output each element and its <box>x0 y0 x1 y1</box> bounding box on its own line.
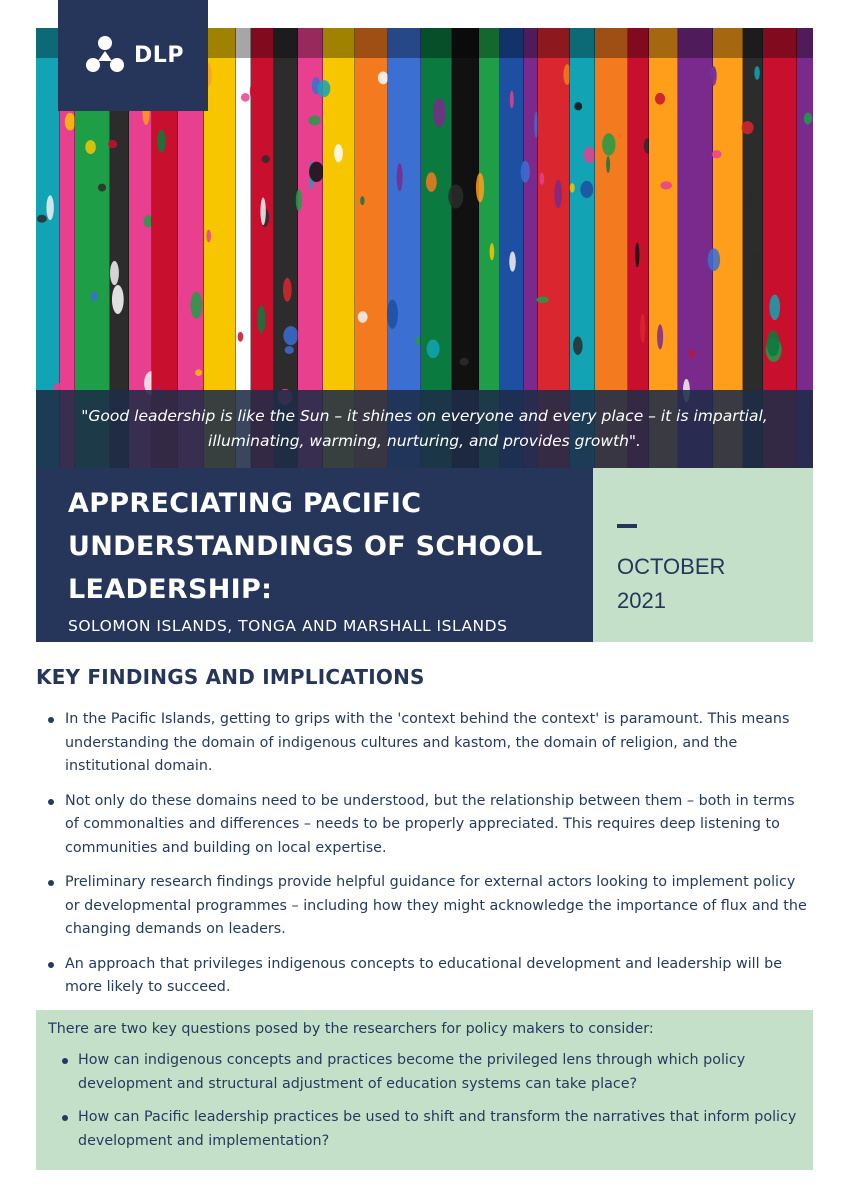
policy-question-item: How can indigenous concepts and practices become the privileged lens through which policy development and structural adjustment of education systems can take place? <box>62 1049 801 1096</box>
document-title: APPRECIATING PACIFIC UNDERSTANDINGS OF SCHOOL LEADERSHIP: <box>68 488 543 605</box>
fabric-pattern <box>574 102 582 110</box>
fabric-pattern <box>110 261 119 285</box>
fabric-pattern <box>85 140 96 154</box>
fabric-pattern <box>65 113 76 131</box>
fabric-pattern <box>195 369 202 376</box>
finding-item: Preliminary research findings provide helpful guidance for external actors looking to implement policy or developmental programmes – including how they might acknowledge the importance of flux and the changing demands on leaders. <box>46 871 812 942</box>
dlp-logo-text: DLP <box>134 43 184 68</box>
finding-item: Not only do these domains need to be understood, but the relationship between them – both in terms of commonalties and differences – needs to be properly appreciated. This requires deep listening to communities and building on local expertise. <box>46 790 812 861</box>
dlp-logo-mark-icon <box>82 33 128 79</box>
date-dash-divider <box>617 524 637 528</box>
fabric-pattern <box>584 147 595 163</box>
date-block <box>593 468 813 642</box>
fabric-pattern <box>554 180 562 209</box>
document-subtitle: SOLOMON ISLANDS, TONGA AND MARSHALL ISLANDS <box>68 617 508 635</box>
fabric-pattern <box>317 80 330 97</box>
fabric-pattern <box>448 184 463 208</box>
fabric-pattern <box>262 155 270 163</box>
fabric-pattern <box>98 184 106 192</box>
fabric-pattern <box>387 300 398 329</box>
fabric-pattern <box>490 243 495 260</box>
fabric-pattern <box>521 161 530 183</box>
fabric-pattern <box>283 326 298 345</box>
fabric-pattern <box>573 337 583 355</box>
finding-item: An approach that privileges indigenous concepts to educational development and leadership will be more likely to succeed. <box>46 953 812 1000</box>
fabric-pattern <box>580 181 593 198</box>
fabric-pattern <box>206 230 211 243</box>
policy-questions-intro: There are two key questions posed by the researchers for policy makers to consider: <box>48 1021 654 1037</box>
fabric-pattern <box>360 196 364 205</box>
fabric-pattern <box>460 358 469 366</box>
key-findings-list <box>46 708 812 1011</box>
fabric-pattern <box>358 311 368 323</box>
fabric-pattern <box>285 346 294 354</box>
fabric-pattern <box>570 183 575 192</box>
fabric-pattern <box>710 66 717 86</box>
fabric-pattern <box>640 314 645 343</box>
fabric-pattern <box>112 285 124 314</box>
fabric-pattern <box>427 340 440 359</box>
key-findings-heading: KEY FINDINGS AND IMPLICATIONS <box>36 665 425 689</box>
fabric-pattern <box>602 133 615 156</box>
fabric-pattern <box>660 181 672 189</box>
title-block <box>36 468 593 642</box>
fabric-pattern <box>91 291 98 301</box>
fabric-pattern <box>46 195 53 220</box>
fabric-pattern <box>655 93 665 105</box>
fabric-pattern <box>260 198 265 226</box>
policy-question-item: How can Pacific leadership practices be used to shift and transform the narratives that inform policy development and implementation? <box>62 1106 801 1153</box>
fabric-pattern <box>536 297 548 303</box>
leadership-quote: "Good leadership is like the Sun – it shines on everyone and every place – it is impartial, illuminating, warming, nurturing, and provides growth". <box>81 407 768 450</box>
fabric-pattern <box>746 193 753 206</box>
fabric-pattern <box>37 215 47 223</box>
fabric-pattern <box>241 93 250 102</box>
fabric-pattern <box>509 252 516 272</box>
fabric-pattern <box>606 156 610 173</box>
fabric-pattern <box>742 121 754 134</box>
fabric-pattern <box>296 189 302 211</box>
fabric-pattern <box>238 332 244 342</box>
fabric-pattern <box>309 162 324 182</box>
fabric-pattern <box>804 113 812 125</box>
fabric-pattern <box>331 368 342 376</box>
policy-questions-box <box>36 1010 813 1170</box>
quote-band <box>36 390 813 468</box>
dlp-logo <box>58 0 208 111</box>
fabric-pattern <box>510 91 514 109</box>
finding-item: In the Pacific Islands, getting to grips with the 'context behind the context' is paramount. This means understanding the domain of indigenous cultures and kastom, the domain of religion, and the institutional domain. <box>46 708 812 779</box>
fabric-pattern <box>540 173 545 185</box>
fabric-pattern <box>657 324 663 349</box>
fabric-pattern <box>257 305 265 333</box>
fabric-pattern <box>767 330 780 356</box>
fabric-pattern <box>754 66 760 80</box>
fabric-pattern <box>712 150 722 158</box>
fabric-pattern <box>708 248 720 271</box>
fabric-pattern <box>426 172 437 192</box>
fabric-pattern <box>283 278 292 302</box>
fabric-pattern <box>769 294 780 320</box>
fabric-pattern <box>334 144 343 162</box>
date-year: 2021 <box>617 588 666 613</box>
policy-questions-list <box>48 1049 801 1153</box>
fabric-pattern <box>476 173 484 202</box>
fabric-pattern <box>433 98 446 127</box>
fabric-pattern <box>190 292 202 319</box>
date-month: OCTOBER <box>617 554 726 579</box>
fabric-pattern <box>689 349 694 358</box>
fabric-pattern <box>378 71 388 84</box>
fabric-pattern <box>250 85 256 98</box>
fabric-pattern <box>308 115 320 125</box>
fabric-pattern <box>108 140 117 148</box>
fabric-pattern <box>614 91 623 115</box>
fabric-pattern <box>157 130 166 152</box>
fabric-pattern <box>635 242 639 267</box>
fabric-pattern <box>397 163 403 191</box>
